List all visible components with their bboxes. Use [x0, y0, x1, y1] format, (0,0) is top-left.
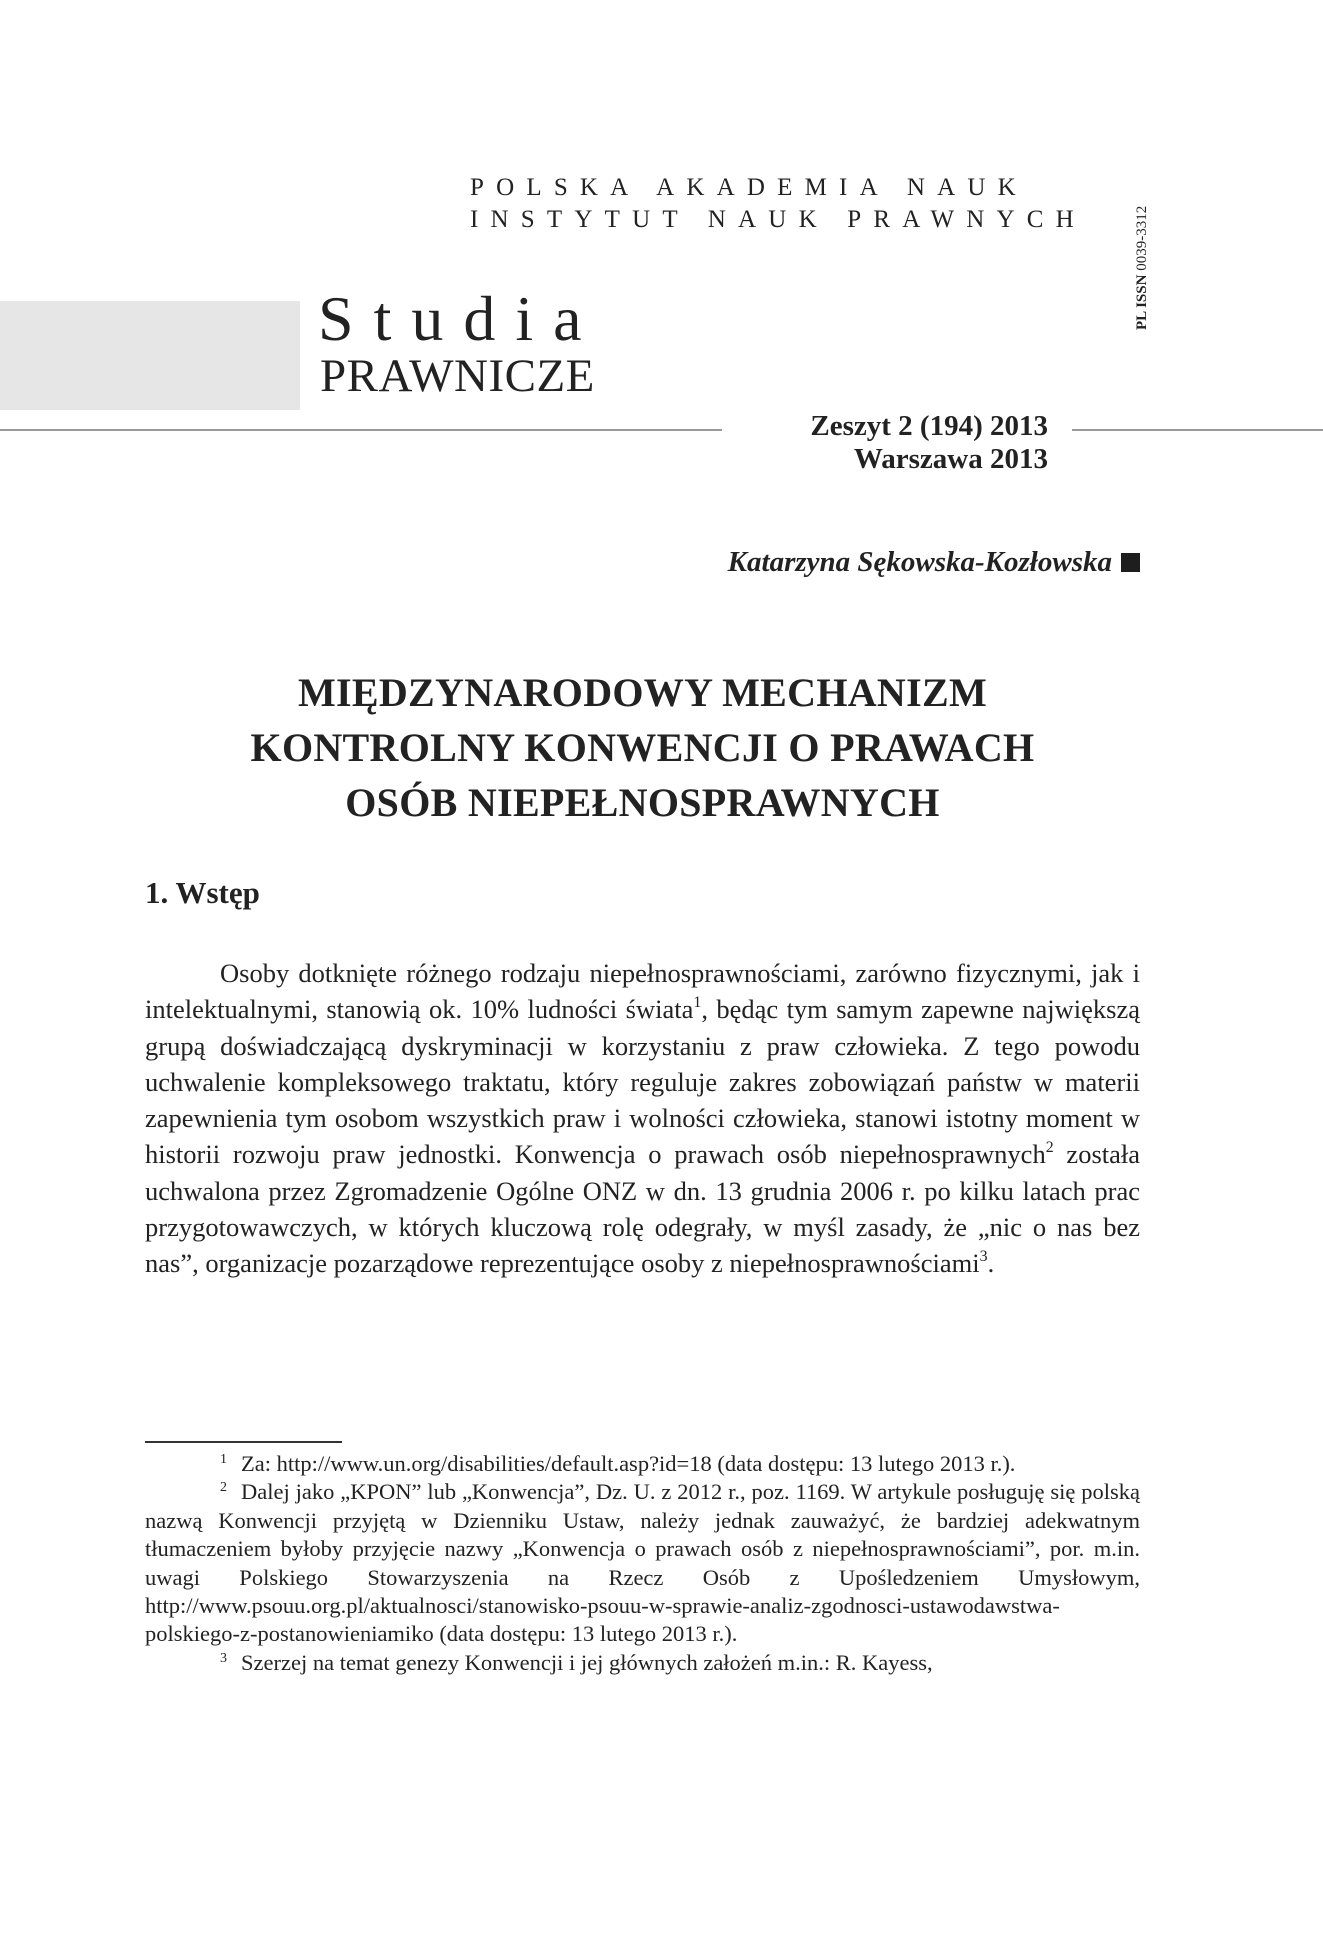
footnote-text: Za: http://www.un.org/disabilities/default.asp?id=18 (data dostępu: 13 lutego 2013 r.).: [241, 1451, 1016, 1476]
paragraph-text: .: [987, 1248, 995, 1279]
author-name: Katarzyna Sękowska-Kozłowska: [727, 546, 1112, 578]
footnote-ref-1[interactable]: 1: [693, 994, 702, 1012]
footnote-1: [145, 1450, 1140, 1478]
footnote-2: [145, 1478, 1140, 1648]
footnote-number: 2: [220, 1480, 227, 1496]
issn-prefix: PL ISSN: [1134, 274, 1150, 330]
black-square-icon: [1121, 553, 1140, 572]
issue-place-year: Warszawa 2013: [853, 443, 1048, 475]
institution-line-institute: INSTYTUT NAUK PRAWNYCH: [470, 206, 1086, 233]
footnote-ref-2[interactable]: 2: [1045, 1139, 1054, 1157]
footnote-text: Dalej jako „KPON” lub „Konwencja”, Dz. U. z 2012 r., poz. 1169. W artykule posługuję się polską nazwą Konwencji przyjętą w Dzienniku Ustaw, należy jednak zauważyć, że bardziej adekwatnym tłumaczeniem byłoby przyjęcie nazwy „Konwencja o prawach osób z niepełnosprawnościami”, por. m.in. uwagi Polskiego Stowarzyszenia na Rzecz Osób z Upośledzeniem Umysłowym, http://www.psouu.org.pl/aktualnosci/stanowisko-psouu-w-sprawie-analiz-zgodnosci-ustawodawstwa-polskiego-z-postanowieniamiko (data dostępu: 13 lutego 2013 r.).: [145, 1479, 1140, 1647]
title-line: MIĘDZYNARODOWY MECHANIZM: [297, 670, 988, 715]
body-paragraph: [145, 955, 1140, 1282]
footnote-number: 3: [220, 1650, 227, 1666]
title-line: KONTROLNY KONWENCJI O PRAWACH: [250, 725, 1035, 770]
paragraph-text: została uchwalona przez Zgromadzenie Ogólne ONZ w dn. 13 grudnia 2006 r. po kilku latach prac przygotowawczych, w których kluczową rolę odegrały, w myśl zasady, że „nic o nas bez nas”, organizacje pozarządowe reprezentujące osoby z niepełnosprawnościami: [145, 1139, 1141, 1279]
header-rule-right: [1072, 429, 1323, 431]
footnotes: [145, 1450, 1140, 1677]
footnote-separator: [145, 1441, 342, 1443]
article-title: [145, 665, 1140, 830]
footnote-number: 1: [220, 1452, 227, 1467]
institution-line-academy: POLSKA AKADEMIA NAUK: [470, 174, 1028, 201]
section-heading: 1. Wstęp: [145, 875, 260, 910]
footnote-ref-3[interactable]: 3: [979, 1248, 988, 1266]
journal-title-sub: PRAWNICZE: [320, 350, 595, 402]
journal-title-main: Studia: [318, 283, 602, 354]
title-line: OSÓB NIEPEŁNOSPRAWNYCH: [345, 780, 940, 825]
article-author: [560, 544, 1140, 580]
footnote-3: [145, 1649, 1140, 1677]
paragraph-text: Osoby dotknięte różnego rodzaju niepełnosprawnościami, zarówno fizycznymi, jak i intelektualnymi, stanowią ok. 10% ludności świata: [145, 958, 1140, 1025]
issn-number: 0039-3312: [1134, 205, 1150, 271]
issue-number: Zeszyt 2 (194) 2013: [810, 410, 1048, 442]
paragraph-text: , będąc tym samym zapewne największą grupą doświadczającą dyskryminacji w korzystaniu z praw człowieka. Z tego powodu uchwalenie kompleksowego traktatu, który reguluje zakres zobowiązań państw w materii zapewnienia tym osobom wszystkich praw i wolności człowieka, stanowi istotny moment w historii rozwoju praw jednostki. Konwencja o prawach osób niepełnosprawnych: [145, 994, 1140, 1170]
header-rule-left: [0, 429, 722, 431]
issn-label: [1134, 180, 1166, 330]
footnote-text: Szerzej na temat genezy Konwencji i jej głównych założeń m.in.: R. Kayess,: [241, 1649, 933, 1675]
header-gray-block: [0, 301, 300, 410]
